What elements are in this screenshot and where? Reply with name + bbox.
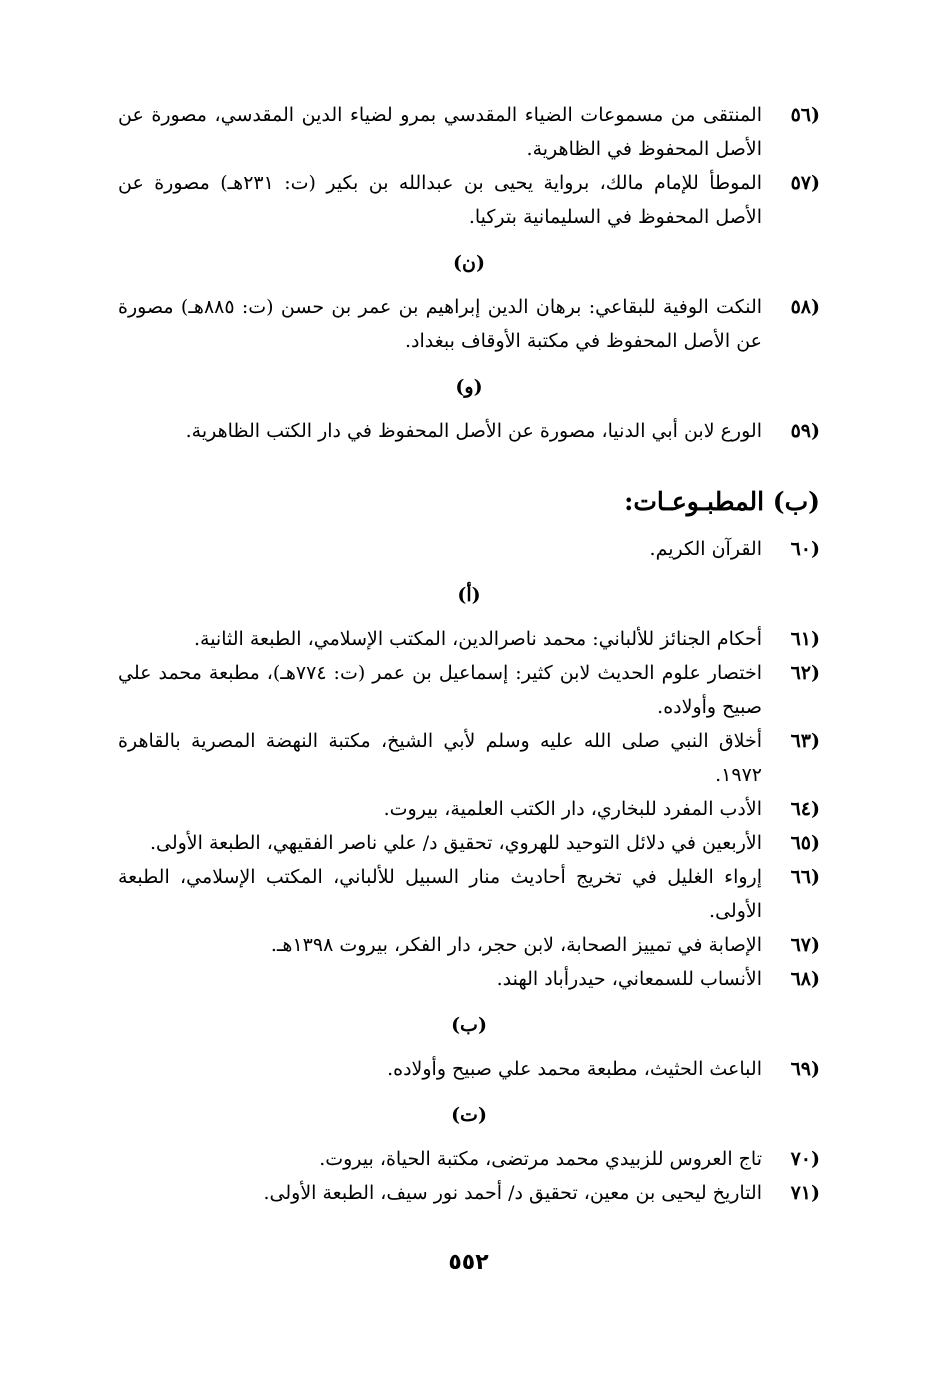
entry-number: (٥٩ [790, 420, 820, 442]
entry-number: (٦٧ [790, 934, 820, 956]
entry-text: أخلاق النبي صلى الله عليه وسلم لأبي الشيخ، مكتبة النهضة المصرية بالقاهرة ١٩٧٢. [118, 730, 762, 786]
entry-number: (٧١ [790, 1182, 820, 1204]
entry-number: (٦٤ [790, 798, 820, 820]
entry-text: الأربعين في دلائل التوحيد للهروي، تحقيق د/ علي ناصر الفقيهي، الطبعة الأولى. [149, 832, 762, 854]
entry-list-nun [118, 290, 820, 358]
entry-text: الأدب المفرد للبخاري، دار الكتب العلمية، بيروت. [383, 798, 762, 820]
entry-number: (٧٠ [790, 1148, 820, 1170]
bibliography-column [118, 98, 820, 1210]
bibliography-entry [118, 290, 820, 358]
bibliography-entry [118, 622, 820, 656]
entry-number: (٦٩ [790, 1058, 820, 1080]
entry-number: (٥٨ [790, 296, 820, 318]
entry-list-manuscripts-tail [118, 98, 820, 234]
entry-number: (٥٧ [790, 172, 820, 194]
bibliography-entry [118, 1176, 820, 1210]
entry-list-alif [118, 622, 820, 996]
entry-text: تاج العروس للزبيدي محمد مرتضى، مكتبة الحياة، بيروت. [319, 1148, 762, 1170]
letter-heading-ba: (ب) [451, 1014, 487, 1036]
entry-text: النكت الوفية للبقاعي: برهان الدين إبراهيم بن عمر بن حسن (ت: ٨٨٥هـ) مصورة عن الأصل المحفوظ في مكتبة الأوقاف ببغداد. [118, 296, 763, 352]
entry-number: (٦٢ [790, 662, 820, 684]
entry-text: الأنساب للسمعاني، حيدرأباد الهند. [496, 968, 762, 990]
entry-list-ba [118, 1052, 820, 1086]
bibliography-entry [118, 532, 820, 566]
bibliography-entry [118, 826, 820, 860]
entry-text: الباعث الحثيث، مطبعة محمد علي صبيح وأولاده. [387, 1058, 762, 1080]
bibliography-entry [118, 724, 820, 792]
bibliography-entry [118, 1142, 820, 1176]
letter-heading-alif: (أ) [457, 584, 481, 606]
letter-heading-ta: (ت) [451, 1104, 487, 1126]
entry-number: (٦٥ [790, 832, 820, 854]
entry-text: إرواء الغليل في تخريج أحاديث منار السبيل للألباني، المكتب الإسلامي، الطبعة الأولى. [118, 866, 762, 922]
entry-number: (٦٠ [790, 538, 820, 560]
letter-heading-nun: (ن) [453, 252, 485, 274]
entry-text: القرآن الكريم. [649, 538, 762, 560]
bibliography-entry [118, 1052, 820, 1086]
bibliography-entry [118, 98, 820, 166]
entry-list-waw [118, 414, 820, 448]
bibliography-entry [118, 792, 820, 826]
entry-number: (٦٦ [790, 866, 820, 888]
bibliography-entry [118, 166, 820, 234]
bibliography-entry [118, 414, 820, 448]
page-number: ٥٥٢ [448, 1250, 489, 1275]
entry-list-ta [118, 1142, 820, 1210]
bibliography-entry [118, 860, 820, 928]
entry-number: (٥٦ [790, 104, 820, 126]
entry-number: (٦٨ [790, 968, 820, 990]
letter-heading-waw: (و) [455, 376, 483, 398]
entry-text: الورع لابن أبي الدنيا، مصورة عن الأصل المحفوظ في دار الكتب الظاهرية. [185, 420, 762, 442]
bibliography-entry [118, 962, 820, 996]
section-heading-printed: (ب) المطبـوعـات: [624, 487, 820, 516]
entry-number: (٦١ [790, 628, 820, 650]
bibliography-entry [118, 928, 820, 962]
entry-text: اختصار علوم الحديث لابن كثير: إسماعيل بن عمر (ت: ٧٧٤هـ)، مطبعة محمد علي صبيح وأولاده. [118, 662, 763, 718]
entry-text: الإصابة في تمييز الصحابة، لابن حجر، دار الفكر، بيروت ١٣٩٨هـ. [270, 934, 762, 956]
entry-list-quran [118, 532, 820, 566]
entry-text: التاريخ ليحيى بن معين، تحقيق د/ أحمد نور سيف، الطبعة الأولى. [263, 1182, 762, 1204]
entry-text: المنتقى من مسموعات الضياء المقدسي بمرو لضياء الدين المقدسي، مصورة عن الأصل المحفوظ في الظاهرية. [118, 104, 762, 160]
entry-text: أحكام الجنائز للألباني: محمد ناصرالدين، المكتب الإسلامي، الطبعة الثانية. [193, 628, 762, 650]
bibliography-entry [118, 656, 820, 724]
entry-text: الموطأ للإمام مالك، برواية يحيى بن عبدالله بن بكير (ت: ٢٣١هـ) مصورة عن الأصل المحفوظ في السليمانية بتركيا. [118, 172, 762, 228]
entry-number: (٦٣ [790, 730, 820, 752]
